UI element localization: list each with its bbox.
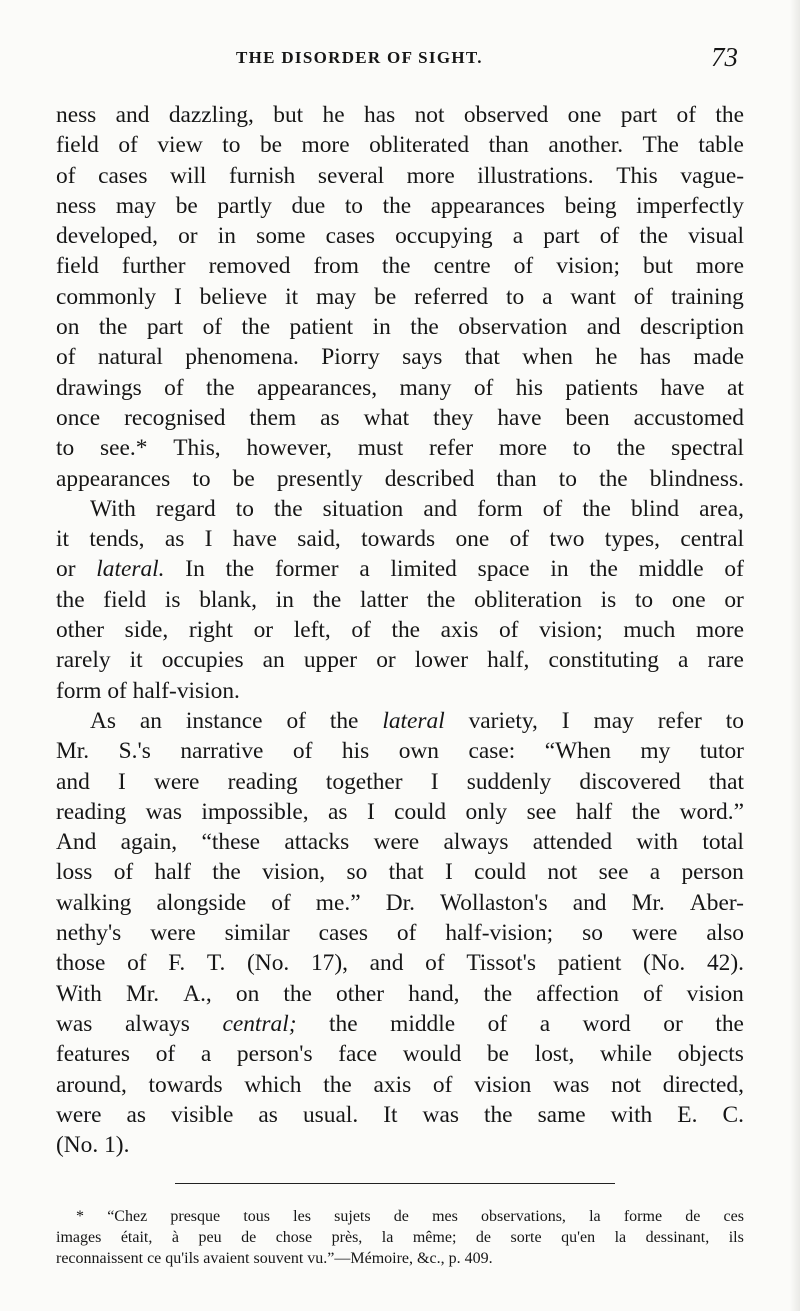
page-number: 73 — [711, 42, 738, 72]
body-text — [56, 100, 744, 1160]
text-line: ness may be partly due to the appearances being imperfectly — [56, 192, 744, 219]
text-line: around, towards which the axis of vision was not directed, — [56, 1071, 744, 1098]
page-edge-shadow — [790, 0, 800, 1311]
text-line: With regard to the situation and form of the blind area, — [90, 495, 744, 522]
text-line: was always central; the middle of a word or the — [56, 1010, 744, 1037]
text-line: once recognised them as what they have been accustomed — [56, 404, 744, 431]
text-line: other side, right or left, of the axis of vision; much more — [56, 617, 744, 644]
text-line: And again, “these attacks were always attended with total — [56, 829, 744, 856]
text-line: developed, or in some cases occupying a part of the visual — [56, 223, 744, 250]
text-line: As an instance of the lateral variety, I may refer to — [90, 707, 744, 734]
text-line: were as visible as usual. It was the same with E. C. — [56, 1101, 744, 1128]
footnote-line: images était, à peu de chose près, la même; de sorte qu'en la dessinant, ils — [56, 1229, 744, 1246]
text-line: and I were reading together I suddenly discovered that — [56, 768, 744, 795]
text-line: on the part of the patient in the observation and description — [56, 314, 744, 341]
text-line: field of view to be more obliterated than another. The table — [56, 132, 744, 159]
text-line: appearances to be presently described than to the blindness. — [56, 465, 744, 492]
text-line: drawings of the appearances, many of his patients have at — [56, 374, 744, 401]
text-line: loss of half the vision, so that I could not see a person — [56, 859, 744, 886]
text-line: (No. 1). — [56, 1132, 130, 1159]
text-line: commonly I believe it may be referred to a want of training — [56, 283, 744, 310]
text-line: nethy's were similar cases of half-vision; so were also — [56, 920, 744, 947]
page-header — [236, 44, 746, 76]
text-line: the field is blank, in the latter the obliteration is to one or — [56, 586, 744, 613]
text-line: form of half-vision. — [56, 677, 240, 704]
text-line: ness and dazzling, but he has not observed one part of the — [56, 102, 744, 128]
footnote-line: reconnaissent ce qu'ils avaient souvent vu.”—Mémoire, &c., p. 409. — [56, 1250, 493, 1267]
text-line: those of F. T. (No. 17), and of Tissot's patient (No. 42). — [56, 950, 744, 977]
footnote-rule — [175, 1183, 615, 1184]
text-line: of cases will furnish several more illustrations. This vague- — [56, 162, 744, 189]
footnote — [56, 1206, 744, 1269]
text-line: to see.* This, however, must refer more to the spectral — [56, 435, 744, 462]
text-line: rarely it occupies an upper or lower half, constituting a rare — [56, 647, 744, 674]
text-line: of natural phenomena. Piorry says that when he has made — [56, 344, 744, 371]
text-line: field further removed from the centre of vision; but more — [56, 253, 744, 280]
text-line: reading was impossible, as I could only see half the word.” — [56, 798, 744, 825]
text-line: Mr. S.'s narrative of his own case: “When my tutor — [56, 738, 744, 765]
text-line: With Mr. A., on the other hand, the affection of vision — [56, 980, 744, 1007]
text-line: or lateral. In the former a limited space in the middle of — [56, 556, 744, 583]
running-title: THE DISORDER OF SIGHT. — [236, 48, 483, 67]
text-line: it tends, as I have said, towards one of two types, central — [56, 526, 744, 553]
footnote-line: * “Chez presque tous les sujets de mes observations, la forme de ces — [76, 1208, 744, 1225]
text-line: walking alongside of me.” Dr. Wollaston's and Mr. Aber- — [56, 889, 744, 916]
text-line: features of a person's face would be lost, while objects — [56, 1041, 744, 1068]
